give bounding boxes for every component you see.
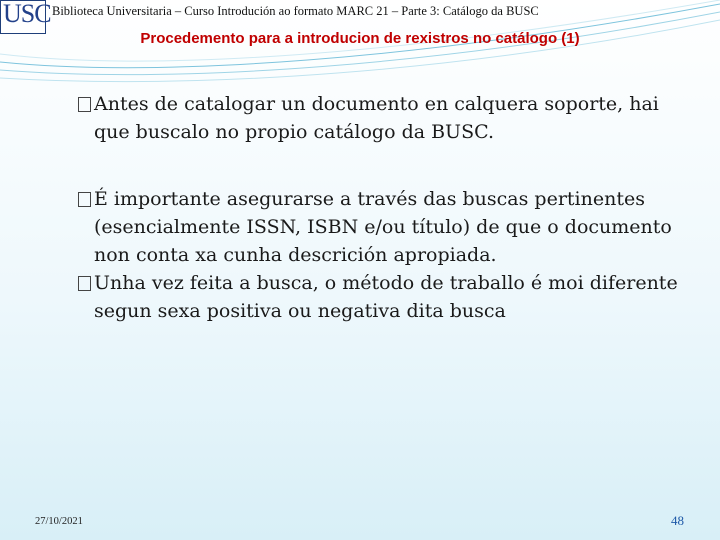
footer-date: 27/10/2021	[35, 516, 83, 527]
header-title: Biblioteca Universitaria – Curso Introdución ao formato MARC 21 – Parte 3: Catálogo da BUSC	[52, 4, 539, 18]
bullet-text: Unha vez feita a busca, o método de traballo é moi diferente segun sexa positiva ou negativa dita busca	[94, 272, 678, 322]
usc-logo	[0, 0, 51, 34]
slide-subtitle: Procedemento para a introducion de rexistros no catálogo (1)	[140, 30, 580, 47]
bullet-text: É importante asegurarse a través das buscas pertinentes (esencialmente ISSN, ISBN e/ou título) de que o documento non conta xa cunha descrición apropiada.	[94, 188, 672, 266]
bullet-box-icon	[78, 192, 91, 207]
bullet-box-icon	[78, 276, 91, 291]
usc-logo-text: USC	[3, 0, 51, 28]
bullet-item	[78, 269, 698, 325]
page-number: 48	[671, 513, 684, 528]
bullet-list	[78, 90, 698, 325]
bullet-box-icon	[78, 97, 91, 112]
bullet-item	[78, 90, 698, 146]
bullet-text: Antes de catalogar un documento en calquera soporte, hai que buscalo no propio catálogo da BUSC.	[94, 93, 659, 143]
bullet-item	[78, 185, 698, 269]
